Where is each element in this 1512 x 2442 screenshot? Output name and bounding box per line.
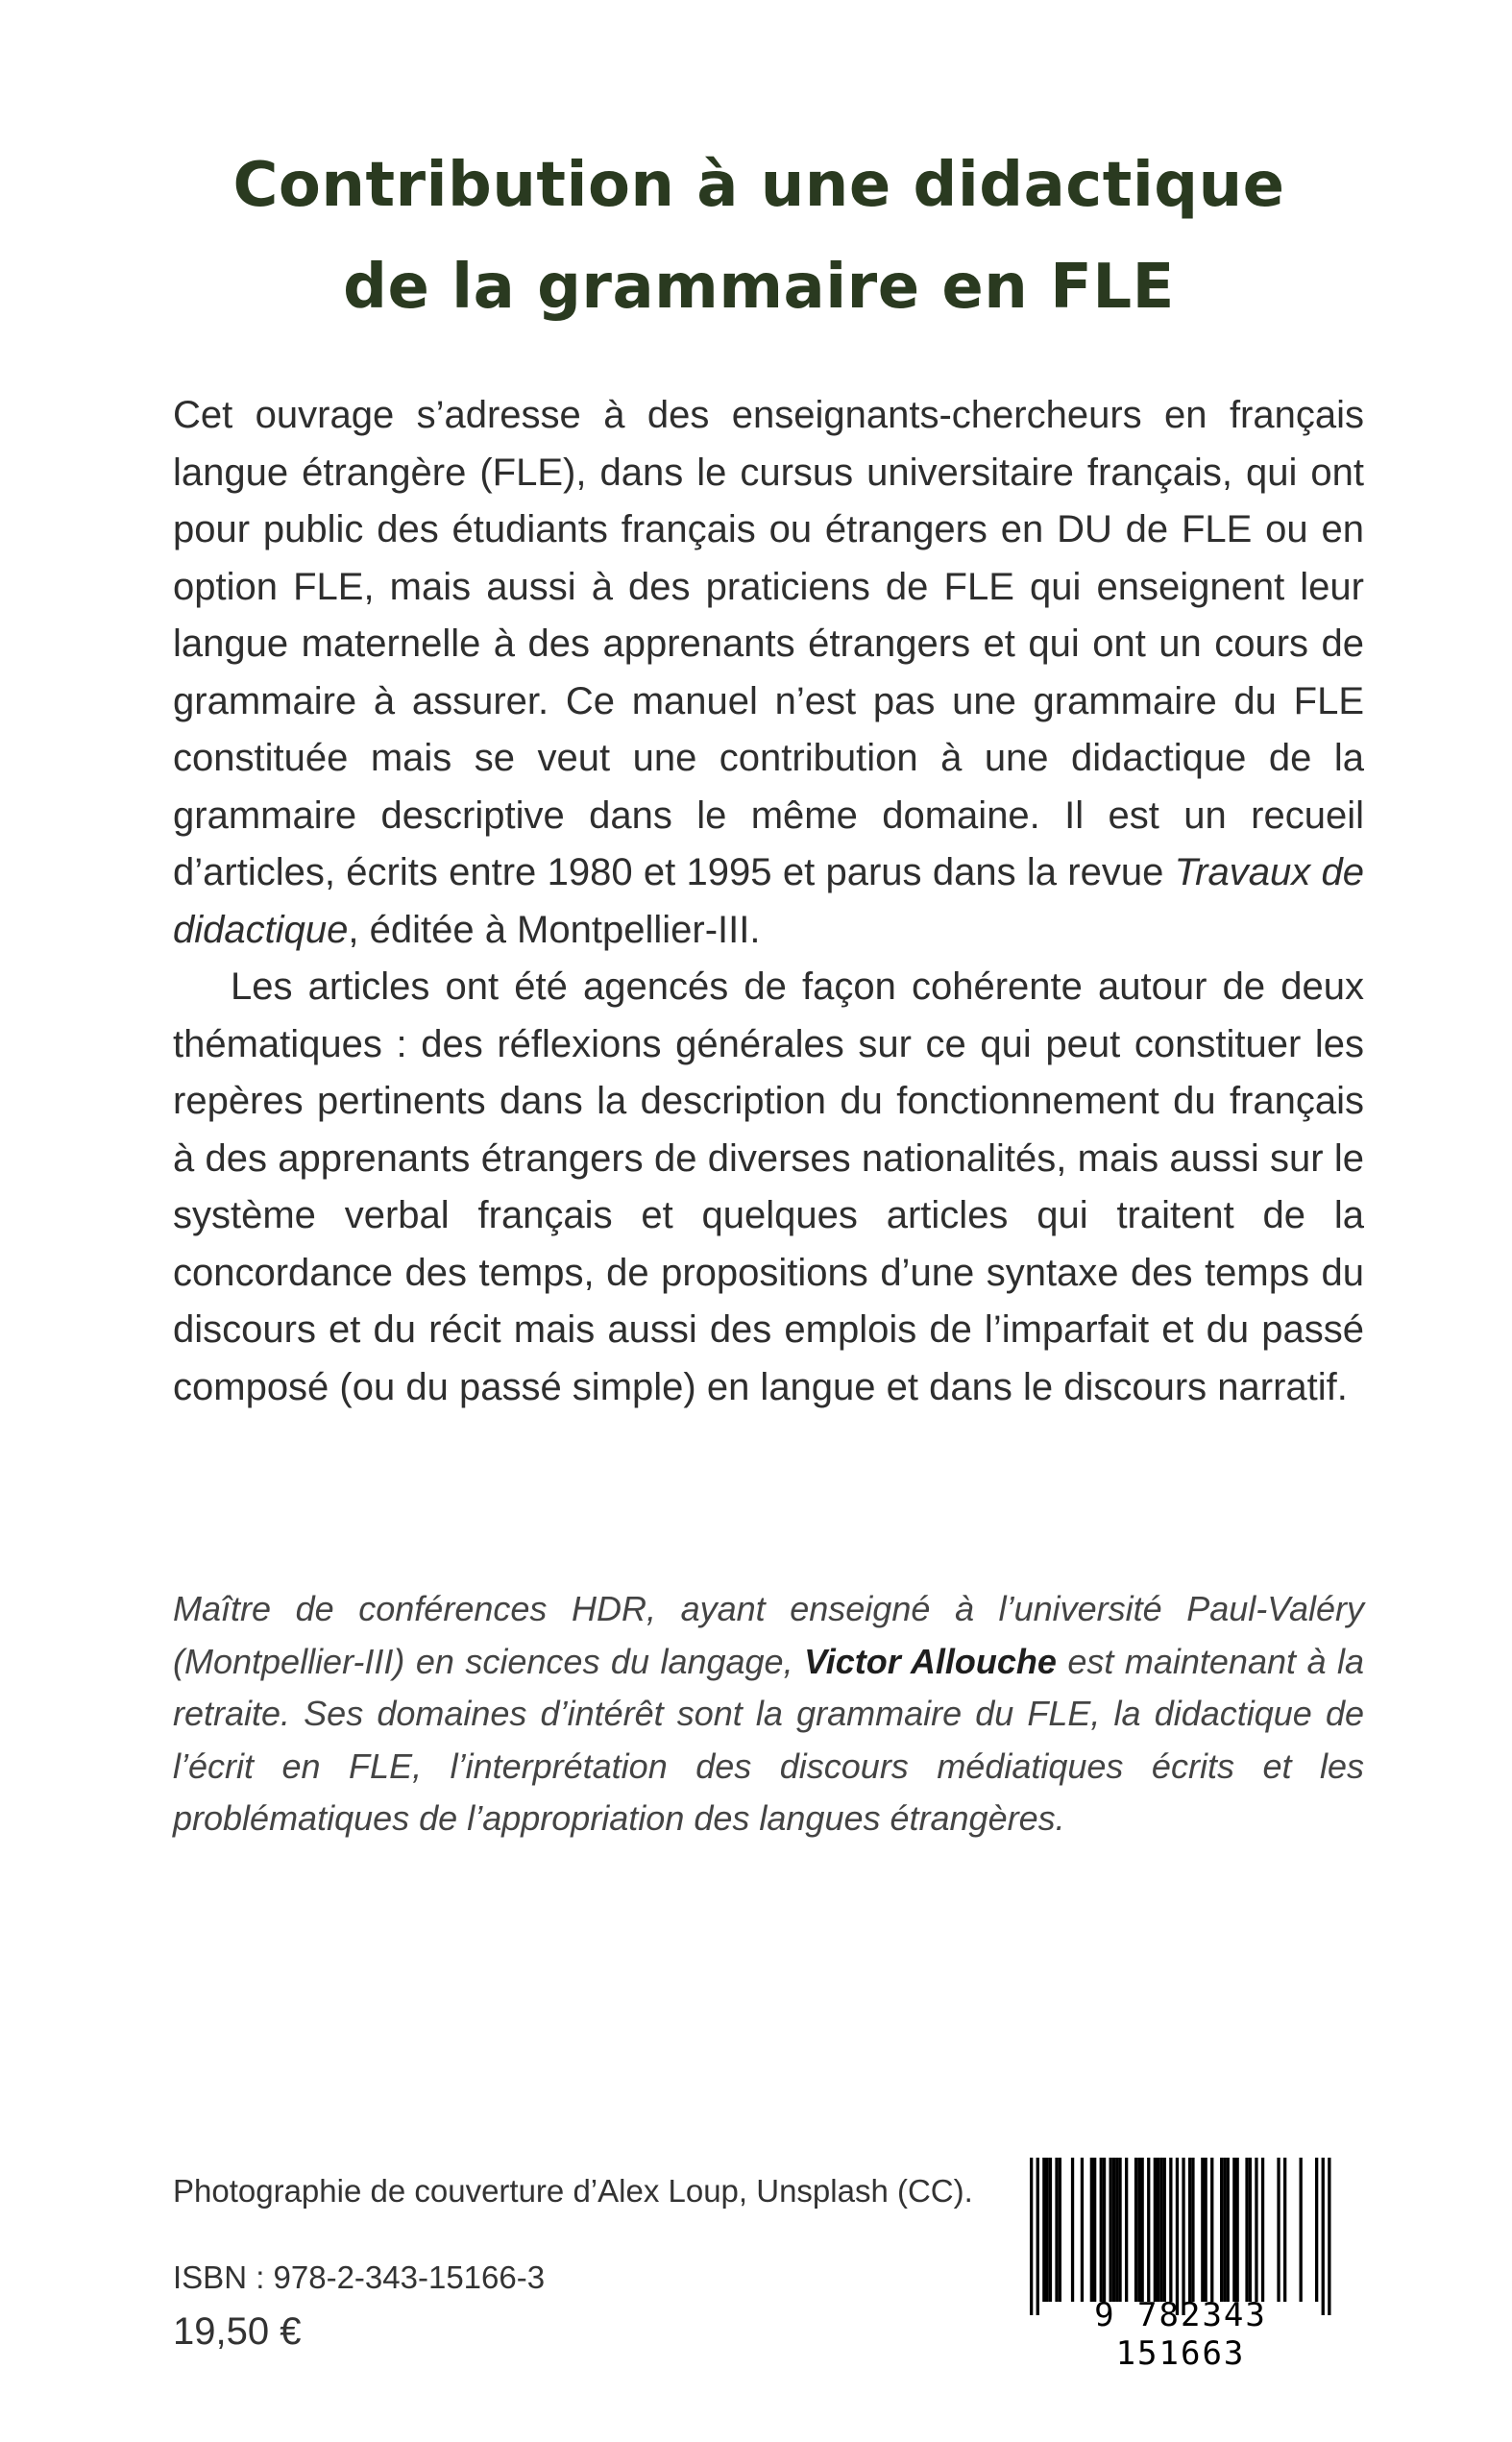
price: 19,50 €	[173, 2310, 302, 2353]
book-summary	[173, 387, 1364, 1416]
summary-paragraph-2: Les articles ont été agencés de façon cohérente autour de deux thématiques : des réflexions générales sur ce qui peut constituer les repères pertinents dans la description du fonctionnement du français à des apprenants étrangers de diverses nationalités, mais aussi sur le système verbal français et quelques articles qui traitent de la concordance des temps, de propositions d’une syntaxe des temps du discours et du récit mais aussi des emplois de l’imparfait et du passé composé (ou du passé simple) en langue et dans le discours narratif.	[173, 965, 1364, 1408]
barcode-bar	[1163, 2158, 1166, 2302]
barcode-bar	[1115, 2158, 1118, 2302]
barcode-bar	[1049, 2158, 1052, 2302]
title-line-1: Contribution à une didactique	[232, 150, 1285, 221]
summary-paragraph-1	[173, 387, 1364, 959]
barcode-bar	[1176, 2158, 1179, 2315]
barcode-bar	[1125, 2158, 1128, 2302]
journal-title: Travaux de didactique	[173, 851, 1364, 951]
barcode	[995, 2133, 1362, 2371]
barcode-bar	[1071, 2158, 1074, 2302]
author-bio-rest: est maintenant à la retraite. Ses domaines d’intérêt sont la grammaire du FLE, la didactique de l’écrit en FLE, l’interprétation des discours médiatiques écrits et les problématiques de l’appropriation des langues étrangères.	[173, 1641, 1364, 1838]
barcode-bar	[1188, 2158, 1191, 2302]
author-name: Victor Allouche	[804, 1641, 1057, 1681]
barcode-bar	[1147, 2158, 1150, 2302]
barcode-bar	[1159, 2158, 1162, 2302]
barcode-bar	[1110, 2158, 1112, 2302]
barcode-bar	[1232, 2158, 1235, 2302]
barcode-bar	[1283, 2158, 1286, 2302]
barcode-bar	[1103, 2158, 1106, 2302]
barcode-bar	[1100, 2158, 1103, 2302]
barcode-bar	[1315, 2158, 1318, 2302]
barcode-bar	[1277, 2158, 1280, 2302]
barcode-bar	[1154, 2158, 1157, 2302]
summary-paragraph-1-end: , éditée à Montpellier-III.	[348, 908, 761, 951]
barcode-bar	[1090, 2158, 1093, 2302]
barcode-bar	[1201, 2158, 1204, 2302]
isbn: ISBN : 978-2-343-15166-3	[173, 2259, 546, 2295]
barcode-bar	[1046, 2158, 1049, 2302]
barcode-bar	[1081, 2158, 1084, 2302]
summary-paragraph-1-text: Cet ouvrage s’adresse à des enseignants-chercheurs en français langue étrangère (FLE), dans le cursus universitaire français, qui ont pour public des étudiants français ou étrangers en DU de FLE ou en option FLE, mais aussi à des praticiens de FLE qui enseignent leur langue maternelle à des apprenants étrangers et qui ont un cours de grammaire à assurer. Ce manuel n’est pas une grammaire du FLE constituée mais se veut une contribution à une didactique de la grammaire descriptive dans le même domaine. Il est un recueil d’articles, écrits entre 1980 et 1995 et parus dans la revue	[173, 394, 1364, 893]
barcode-bar	[1134, 2158, 1137, 2302]
book-title	[134, 134, 1383, 338]
barcode-bar	[1137, 2158, 1140, 2302]
barcode-bar	[1328, 2158, 1330, 2315]
barcode-bar	[1169, 2158, 1172, 2302]
barcode-bar	[1141, 2158, 1144, 2302]
barcode-bar	[1059, 2158, 1061, 2302]
barcode-bar	[1182, 2158, 1184, 2315]
barcode-bar	[1236, 2158, 1239, 2302]
barcode-bar	[1093, 2158, 1096, 2302]
barcode-bar	[1227, 2158, 1230, 2302]
barcode-bar	[1220, 2158, 1223, 2302]
barcode-bar	[1157, 2158, 1159, 2302]
barcode-bar	[1036, 2158, 1039, 2315]
title-line-2: de la grammaire en FLE	[343, 252, 1175, 323]
barcode-bar	[1210, 2158, 1213, 2302]
photo-credit: Photographie de couverture d’Alex Loup, Unsplash (CC).	[173, 2173, 973, 2209]
barcode-bar	[1042, 2158, 1045, 2302]
author-bio-intro: Maître de conférences HDR, ayant enseigné à l’université Paul-Valéry (Montpellier-III) en sciences du langage,	[173, 1589, 1364, 1681]
barcode-bar	[1322, 2158, 1325, 2315]
barcode-bar	[1030, 2158, 1033, 2315]
barcode-bar	[1191, 2158, 1194, 2302]
barcode-bar	[1261, 2158, 1264, 2302]
barcode-digits: 9 782343 151663	[1094, 2296, 1267, 2373]
barcode-bar	[1118, 2158, 1121, 2302]
barcode-bar	[1205, 2158, 1207, 2302]
barcode-bar	[1055, 2158, 1058, 2302]
barcode-bar	[1245, 2158, 1248, 2302]
barcode-bar	[1223, 2158, 1226, 2302]
barcode-bar	[1249, 2158, 1252, 2302]
barcode-bar	[1300, 2158, 1303, 2302]
author-bio	[173, 1583, 1364, 1845]
barcode-bar	[1112, 2158, 1115, 2302]
barcode-bar	[1255, 2158, 1257, 2302]
